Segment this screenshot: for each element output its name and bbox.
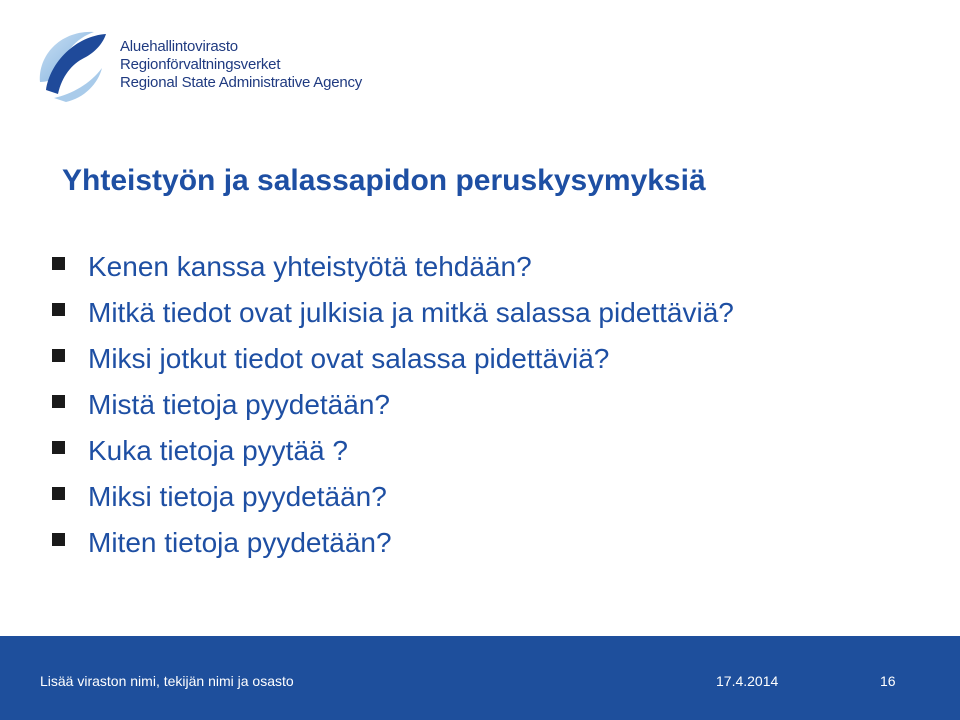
bullet-item [52, 520, 734, 566]
agency-name-english: Regional State Administrative Agency [120, 74, 363, 91]
bullet-item [52, 474, 734, 520]
square-bullet-icon [52, 533, 65, 546]
square-bullet-icon [52, 349, 65, 362]
agency-name-finnish: Aluehallintovirasto [120, 38, 238, 55]
bullet-item [52, 290, 734, 336]
square-bullet-icon [52, 303, 65, 316]
bullet-text: Mistä tietoja pyydetään? [88, 389, 390, 420]
footer-bar [0, 636, 960, 720]
bullet-item [52, 336, 734, 382]
slide-title: Yhteistyön ja salassapidon peruskysymyksiä [62, 164, 706, 197]
square-bullet-icon [52, 487, 65, 500]
agency-logo [32, 24, 372, 104]
bullet-text: Kuka tietoja pyytää ? [88, 435, 348, 466]
bullet-item [52, 244, 734, 290]
bullet-text: Miten tietoja pyydetään? [88, 527, 392, 558]
bullet-item [52, 382, 734, 428]
agency-emblem-icon [32, 24, 112, 104]
bullet-list [52, 244, 734, 566]
bullet-item [52, 428, 734, 474]
bullet-text: Mitkä tiedot ovat julkisia ja mitkä salassa pidettäviä? [88, 297, 734, 328]
footer-date: 17.4.2014 [716, 673, 779, 689]
bullet-text: Miksi jotkut tiedot ovat salassa pidettäviä? [88, 343, 610, 374]
square-bullet-icon [52, 441, 65, 454]
bullet-text: Kenen kanssa yhteistyötä tehdään? [88, 251, 532, 282]
agency-name [120, 38, 362, 92]
agency-name-swedish: Regionförvaltningsverket [120, 56, 281, 73]
square-bullet-icon [52, 257, 65, 270]
square-bullet-icon [52, 395, 65, 408]
footer-department: Lisää viraston nimi, tekijän nimi ja osasto [40, 673, 294, 689]
page-number: 16 [880, 673, 896, 689]
bullet-text: Miksi tietoja pyydetään? [88, 481, 387, 512]
